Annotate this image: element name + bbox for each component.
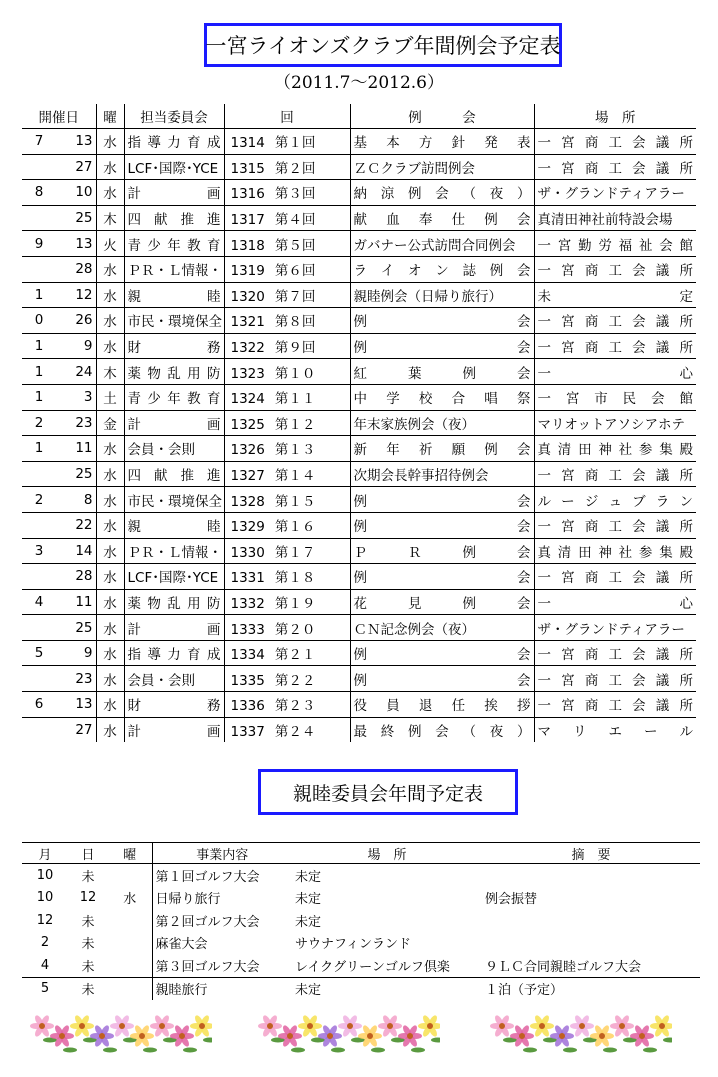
table-row: [22, 205, 696, 231]
day-cell: 24: [56, 359, 96, 385]
event-cell: 基 本 方 針 発 表: [350, 129, 534, 155]
table-row: [22, 977, 700, 1000]
month-cell: [22, 512, 56, 538]
committee-cell: 指 導 力 育 成: [124, 640, 224, 666]
meeting-number-cell: 1326 第１３: [224, 436, 350, 462]
flower-center: [199, 1023, 205, 1029]
table-row: [22, 717, 696, 742]
table-row: [22, 410, 696, 436]
day-cell: 未: [81, 869, 95, 885]
weekday-cell: 水: [96, 692, 124, 718]
flower-leaf: [143, 1048, 157, 1053]
day-cell: 未: [81, 914, 95, 930]
table-row: [22, 180, 696, 206]
flower-center: [287, 1033, 293, 1039]
flower-leaf: [103, 1048, 117, 1053]
flower-center: [659, 1023, 665, 1029]
flower-leaf: [603, 1048, 617, 1053]
event-cell: 例 会: [350, 564, 534, 590]
event-cell: 次期会長幹事招待例会: [350, 461, 534, 487]
flower-center: [139, 1033, 145, 1039]
flower-leaf: [371, 1048, 385, 1053]
day-cell: 12: [79, 890, 97, 906]
weekday-cell: 木: [96, 205, 124, 231]
header-place: 場 所: [534, 104, 696, 129]
meeting-number-cell: 1318 第５回: [224, 231, 350, 257]
meeting-number-cell: 1333 第２０: [224, 615, 350, 641]
header-month: 月: [22, 843, 68, 864]
committee-cell: 財 務: [124, 333, 224, 359]
weekday-cell: 水: [96, 666, 124, 692]
committee-cell: 指 導 力 育 成: [124, 129, 224, 155]
flower-center: [539, 1023, 545, 1029]
place-cell: 真 清 田 神 社 参 集 殿: [534, 436, 696, 462]
day-cell: 10: [56, 180, 96, 206]
content-cell: 第１回ゴルフ大会: [155, 869, 260, 885]
meeting-number-cell: 1325 第１２: [224, 410, 350, 436]
flower-leaf: [523, 1048, 537, 1053]
flower-center: [99, 1033, 105, 1039]
day-cell: 13: [56, 129, 96, 155]
table-row: [22, 231, 696, 257]
event-cell: 例 会: [350, 666, 534, 692]
schedule-header-row: [22, 104, 696, 129]
period-label: （2011.7～2012.6）: [274, 73, 444, 93]
day-cell: 8: [56, 487, 96, 513]
meeting-number-cell: 1324 第１１: [224, 384, 350, 410]
place-cell: ル ー ジ ュ ブ ラ ン: [534, 487, 696, 513]
header-weekday: 曜: [96, 104, 124, 129]
place-cell: 真清田神社前特設会場: [534, 205, 696, 231]
page-title: 一宮ライオンズクラブ年間例会予定表: [204, 23, 562, 67]
flower-center: [79, 1023, 85, 1029]
flower-leaf: [563, 1048, 577, 1053]
month-cell: 9: [22, 231, 56, 257]
day-cell: 9: [56, 333, 96, 359]
committee-cell: 計 画: [124, 180, 224, 206]
flower-center: [267, 1023, 273, 1029]
month-cell: 0: [22, 308, 56, 334]
month-cell: [22, 205, 56, 231]
table-row: [22, 692, 696, 718]
place-cell: 未定: [295, 869, 322, 885]
flower-center: [327, 1033, 333, 1039]
table-row: [22, 864, 700, 887]
day-cell: 13: [56, 692, 96, 718]
header-place: 場 所: [292, 843, 482, 864]
table-row: [22, 384, 696, 410]
table-row: [22, 333, 696, 359]
table-row: [22, 512, 696, 538]
meeting-number-cell: 1337 第２４: [224, 717, 350, 742]
weekday-cell: 水: [96, 333, 124, 359]
meeting-number-cell: 1321 第８回: [224, 308, 350, 334]
weekday-cell: 水: [96, 461, 124, 487]
event-cell: ＣＮ記念例会（夜）: [350, 615, 534, 641]
committee-cell: 市民・環境保全: [124, 487, 224, 513]
weekday-cell: 水: [96, 538, 124, 564]
flower-center: [39, 1023, 45, 1029]
weekday-cell: 水: [96, 512, 124, 538]
committee-cell: 親 睦: [124, 282, 224, 308]
place-cell: 一 宮 商 工 会 議 所: [534, 154, 696, 180]
table-row: [22, 359, 696, 385]
event-cell: 納 涼 例 会 （ 夜 ）: [350, 180, 534, 206]
weekday-cell: 土: [96, 384, 124, 410]
weekday-cell: [108, 909, 152, 932]
table-row: [22, 129, 696, 155]
event-cell: 最 終 例 会 （ 夜 ）: [350, 717, 534, 742]
event-cell: ラ イ オ ン 誌 例 会: [350, 256, 534, 282]
month-cell: 4: [40, 957, 50, 973]
day-cell: 25: [56, 461, 96, 487]
meeting-number-cell: 1332 第１９: [224, 589, 350, 615]
committee-cell: 四 献 推 進: [124, 205, 224, 231]
flower-leaf: [183, 1048, 197, 1053]
day-cell: 23: [56, 410, 96, 436]
event-cell: 役 員 退 任 挨 拶: [350, 692, 534, 718]
month-cell: 1: [22, 333, 56, 359]
header-committee: 担当委員会: [124, 104, 224, 129]
committee-cell: 計 画: [124, 410, 224, 436]
friendship-header-row: [22, 843, 700, 864]
table-row: [22, 487, 696, 513]
event-cell: 新 年 祈 願 例 会: [350, 436, 534, 462]
flower-leaf: [431, 1038, 440, 1043]
event-cell: 例 会: [350, 487, 534, 513]
place-cell: 真 清 田 神 社 参 集 殿: [534, 538, 696, 564]
event-cell: 年末家族例会（夜）: [350, 410, 534, 436]
weekday-cell: [108, 977, 152, 1000]
month-cell: 3: [22, 538, 56, 564]
day-cell: 未: [68, 977, 108, 1000]
month-cell: 2: [22, 487, 56, 513]
committee-cell: 薬 物 乱 用 防: [124, 359, 224, 385]
day-cell: 9: [56, 640, 96, 666]
weekday-cell: 水: [96, 717, 124, 742]
committee-cell: 薬 物 乱 用 防: [124, 589, 224, 615]
event-cell: 献 血 奉 仕 例 会: [350, 205, 534, 231]
flower-leaf: [663, 1038, 672, 1043]
place-cell: 一 心: [534, 359, 696, 385]
place-cell: レイクグリーンゴルフ倶楽: [295, 959, 450, 975]
meeting-number-cell: 1334 第２１: [224, 640, 350, 666]
meeting-number-cell: 1319 第６回: [224, 256, 350, 282]
weekday-cell: 水: [96, 615, 124, 641]
flower-center: [387, 1023, 393, 1029]
meeting-number-cell: 1314 第１回: [224, 129, 350, 155]
month-cell: 4: [22, 589, 56, 615]
month-cell: [22, 666, 56, 692]
month-cell: 5: [22, 977, 68, 1000]
month-cell: 1: [22, 384, 56, 410]
place-cell: 一 宮 商 工 会 議 所: [534, 640, 696, 666]
table-row: [22, 154, 696, 180]
weekday-cell: 水: [96, 564, 124, 590]
content-cell: 第３回ゴルフ大会: [155, 959, 260, 975]
meeting-schedule-table: [22, 104, 696, 742]
place-cell: 一 宮 商 工 会 議 所: [534, 461, 696, 487]
header-content: 事業内容: [152, 843, 292, 864]
place-cell: 一 宮 商 工 会 議 所: [534, 333, 696, 359]
month-cell: 12: [36, 912, 54, 928]
committee-cell: LCF･国際･YCE: [124, 154, 224, 180]
place-cell: マリオットアソシアホテ: [534, 410, 696, 436]
committee-cell: 青 少 年 教 育: [124, 231, 224, 257]
event-cell: 例 会: [350, 512, 534, 538]
weekday-cell: 水: [96, 308, 124, 334]
meeting-number-cell: 1316 第３回: [224, 180, 350, 206]
committee-cell: LCF･国際･YCE: [124, 564, 224, 590]
flower-center: [59, 1033, 65, 1039]
flower-leaf: [291, 1048, 305, 1053]
month-cell: 6: [22, 692, 56, 718]
flower-center: [427, 1023, 433, 1029]
month-cell: [22, 154, 56, 180]
table-row: [22, 256, 696, 282]
meeting-number-cell: 1323 第１０: [224, 359, 350, 385]
table-row: [22, 589, 696, 615]
event-cell: 紅 葉 例 会: [350, 359, 534, 385]
header-note: 摘 要: [482, 843, 700, 864]
meeting-number-cell: 1320 第７回: [224, 282, 350, 308]
place-cell: 未定: [295, 914, 322, 930]
weekday-cell: 水: [108, 887, 152, 910]
flower-center: [579, 1023, 585, 1029]
flower-center: [619, 1023, 625, 1029]
meeting-number-cell: 1327 第１４: [224, 461, 350, 487]
day-cell: 未: [81, 937, 95, 953]
day-cell: 11: [56, 589, 96, 615]
committee-cell: ＰＲ・Ｌ情報・: [124, 538, 224, 564]
weekday-cell: 水: [96, 154, 124, 180]
weekday-cell: [108, 954, 152, 977]
table-row: [22, 461, 696, 487]
day-cell: 27: [56, 154, 96, 180]
weekday-cell: 水: [96, 436, 124, 462]
note-cell: [482, 864, 700, 887]
flower-center: [519, 1033, 525, 1039]
place-cell: 未 定: [534, 282, 696, 308]
day-cell: 28: [56, 256, 96, 282]
meeting-number-cell: 1315 第２回: [224, 154, 350, 180]
month-cell: 2: [40, 935, 50, 951]
place-cell: ザ・グランドティアラー: [534, 180, 696, 206]
day-cell: 13: [56, 231, 96, 257]
flower-center: [639, 1033, 645, 1039]
place-cell: ザ・グランドティアラー: [534, 615, 696, 641]
flower-center: [159, 1023, 165, 1029]
note-cell: １泊（予定）: [482, 977, 700, 1000]
header-date: 開催日: [22, 104, 96, 129]
flower-leaf: [411, 1048, 425, 1053]
table-row: [22, 954, 700, 977]
header-number: 回: [224, 104, 350, 129]
place-cell: 一 宮 商 工 会 議 所: [534, 512, 696, 538]
meeting-number-cell: 1317 第４回: [224, 205, 350, 231]
month-cell: [22, 461, 56, 487]
place-cell: 一 宮 商 工 会 議 所: [534, 692, 696, 718]
flower-leaf: [203, 1038, 212, 1043]
month-cell: [22, 717, 56, 742]
table-row: [22, 538, 696, 564]
committee-cell: 市民・環境保全: [124, 308, 224, 334]
header-day: 日: [68, 843, 108, 864]
content-cell: 親睦旅行: [152, 977, 292, 1000]
flower-center: [599, 1033, 605, 1039]
event-cell: 中 学 校 合 唱 祭: [350, 384, 534, 410]
flower-center: [119, 1023, 125, 1029]
committee-cell: 親 睦: [124, 512, 224, 538]
month-cell: [22, 256, 56, 282]
place-cell: 一 宮 勤 労 福 祉 会 館: [534, 231, 696, 257]
flower-leaf: [331, 1048, 345, 1053]
meeting-number-cell: 1328 第１５: [224, 487, 350, 513]
month-cell: 5: [22, 640, 56, 666]
friendship-schedule-table: [22, 842, 700, 1000]
header-weekday: 曜: [108, 843, 152, 864]
committee-cell: ＰＲ・Ｌ情報・: [124, 256, 224, 282]
month-cell: [22, 564, 56, 590]
table-row: [22, 932, 700, 955]
place-cell: 一 宮 商 工 会 議 所: [534, 256, 696, 282]
month-cell: 1: [22, 282, 56, 308]
day-cell: 3: [56, 384, 96, 410]
place-cell: サウナフィンランド: [295, 937, 411, 953]
place-cell: 一 心: [534, 589, 696, 615]
month-cell: [22, 615, 56, 641]
event-cell: ガバナー公式訪問合同例会: [350, 231, 534, 257]
table-row: [22, 308, 696, 334]
weekday-cell: 金: [96, 410, 124, 436]
flower-center: [367, 1033, 373, 1039]
month-cell: 10: [36, 867, 54, 883]
event-cell: 親睦例会（日帰り旅行）: [350, 282, 534, 308]
table-row: [22, 564, 696, 590]
place-cell: 一 宮 商 工 会 議 所: [534, 666, 696, 692]
place-cell: 未定: [292, 977, 482, 1000]
weekday-cell: 木: [96, 359, 124, 385]
table-row: [22, 887, 700, 910]
day-cell: 未: [81, 959, 95, 975]
weekday-cell: 水: [96, 487, 124, 513]
committee-cell: 会員・会則: [124, 666, 224, 692]
table-row: [22, 615, 696, 641]
note-cell: [482, 932, 700, 955]
weekday-cell: [108, 932, 152, 955]
flower-center: [347, 1023, 353, 1029]
flower-decoration-icon: [258, 1006, 440, 1056]
content-cell: 麻雀大会: [155, 937, 208, 953]
weekday-cell: 火: [96, 231, 124, 257]
committee-cell: 計 画: [124, 717, 224, 742]
meeting-number-cell: 1336 第２３: [224, 692, 350, 718]
meeting-number-cell: 1322 第９回: [224, 333, 350, 359]
month-cell: 8: [22, 180, 56, 206]
place-cell: 未定: [295, 892, 322, 908]
day-cell: 28: [56, 564, 96, 590]
event-cell: 例 会: [350, 333, 534, 359]
committee-cell: 青 少 年 教 育: [124, 384, 224, 410]
content-cell: 日帰り旅行: [155, 892, 221, 908]
note-cell: [482, 909, 700, 932]
flower-center: [559, 1033, 565, 1039]
day-cell: 25: [56, 615, 96, 641]
place-cell: マ リ エ ー ル: [534, 717, 696, 742]
day-cell: 14: [56, 538, 96, 564]
weekday-cell: 水: [96, 180, 124, 206]
flower-center: [179, 1033, 185, 1039]
month-cell: 2: [22, 410, 56, 436]
note-cell: ９ＬＣ合同親睦ゴルフ大会: [485, 959, 642, 975]
day-cell: 12: [56, 282, 96, 308]
weekday-cell: [108, 864, 152, 887]
weekday-cell: 水: [96, 129, 124, 155]
day-cell: 25: [56, 205, 96, 231]
meeting-number-cell: 1330 第１７: [224, 538, 350, 564]
friendship-title: 親睦委員会年間予定表: [258, 769, 518, 815]
note-cell: 例会振替: [485, 892, 538, 908]
table-row: [22, 666, 696, 692]
flower-center: [407, 1033, 413, 1039]
day-cell: 23: [56, 666, 96, 692]
event-cell: 例 会: [350, 640, 534, 666]
place-cell: 一 宮 市 民 会 館: [534, 384, 696, 410]
flower-center: [307, 1023, 313, 1029]
meeting-number-cell: 1331 第１８: [224, 564, 350, 590]
committee-cell: 財 務: [124, 692, 224, 718]
event-cell: ＺＣクラブ訪問例会: [350, 154, 534, 180]
table-row: [22, 909, 700, 932]
flower-decoration-icon: [30, 1006, 212, 1056]
month-cell: 7: [22, 129, 56, 155]
place-cell: 一 宮 商 工 会 議 所: [534, 564, 696, 590]
committee-cell: 四 献 推 進: [124, 461, 224, 487]
table-row: [22, 282, 696, 308]
flower-leaf: [643, 1048, 657, 1053]
weekday-cell: 水: [96, 256, 124, 282]
meeting-number-cell: 1329 第１６: [224, 512, 350, 538]
place-cell: 一 宮 商 工 会 議 所: [534, 129, 696, 155]
table-row: [22, 436, 696, 462]
flower-decoration-icon: [490, 1006, 672, 1056]
meeting-number-cell: 1335 第２２: [224, 666, 350, 692]
day-cell: 27: [56, 717, 96, 742]
event-cell: 花 見 例 会: [350, 589, 534, 615]
content-cell: 第２回ゴルフ大会: [155, 914, 260, 930]
committee-cell: 計 画: [124, 615, 224, 641]
event-cell: Ｐ Ｒ 例 会: [350, 538, 534, 564]
weekday-cell: 水: [96, 589, 124, 615]
month-cell: 1: [22, 359, 56, 385]
day-cell: 11: [56, 436, 96, 462]
header-event: 例 会: [350, 104, 534, 129]
month-cell: 10: [36, 890, 54, 906]
weekday-cell: 水: [96, 640, 124, 666]
table-row: [22, 640, 696, 666]
month-cell: 1: [22, 436, 56, 462]
weekday-cell: 水: [96, 282, 124, 308]
event-cell: 例 会: [350, 308, 534, 334]
day-cell: 26: [56, 308, 96, 334]
flower-leaf: [63, 1048, 77, 1053]
flower-center: [499, 1023, 505, 1029]
day-cell: 22: [56, 512, 96, 538]
committee-cell: 会員・会則: [124, 436, 224, 462]
place-cell: 一 宮 商 工 会 議 所: [534, 308, 696, 334]
